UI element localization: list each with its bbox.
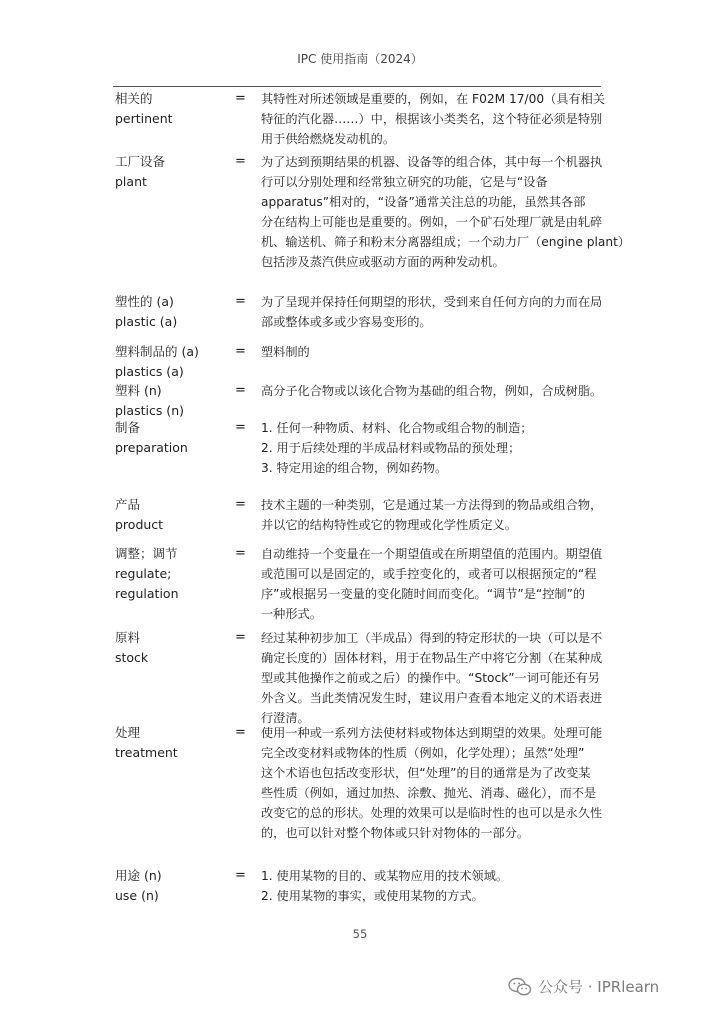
- entry-term: [115, 342, 225, 382]
- entry-definition: [261, 866, 606, 906]
- term-english: regulation: [115, 586, 179, 601]
- definition-line: 外含义。当此类情况发生时，建议用户查看本地定义的术语表进: [261, 691, 603, 705]
- definition-line: 或范围可以是固定的，或手控变化的，或者可以根据预定的“程: [261, 567, 597, 581]
- definition-line: 行澄清。: [261, 711, 310, 725]
- equals-sign: =: [235, 420, 246, 435]
- definition-line: 1. 任何一种物质、材料、化合物或组合物的制造；: [261, 421, 533, 435]
- definition-line: 经过某种初步加工（半成品）得到的特定形状的一块（可以是不: [261, 631, 603, 645]
- equals-sign: =: [235, 383, 246, 398]
- entry-term: [115, 418, 225, 458]
- term-chinese: 调整；调节: [115, 546, 178, 561]
- definition-line: 使用一种或一系列方法使材料或物体达到期望的效果。处理可能: [261, 726, 603, 740]
- term-chinese: 塑料制品的 (a): [115, 344, 199, 359]
- entry-definition: [261, 418, 606, 478]
- term-chinese: 处理: [115, 725, 141, 740]
- definition-line: 完全改变材料或物体的性质（例如，化学处理）；虽然“处理”: [261, 746, 585, 760]
- entry-definition: [261, 342, 606, 362]
- definition-line: 分在结构上可能也是重要的。例如，一个矿石处理厂就是由轧碎: [261, 215, 603, 229]
- equals-sign: =: [235, 630, 246, 645]
- definition-line: 高分子化合物或以该化合物为基础的组合物，例如，合成树脂。: [261, 384, 603, 398]
- entry-term: [115, 89, 225, 129]
- equals-sign: =: [235, 344, 246, 359]
- definition-line: 2. 使用某物的事实，或使用某物的方式。: [261, 889, 484, 903]
- entry-definition: [261, 381, 606, 401]
- definition-line: 并以它的结构特性或它的物理或化学性质定义。: [261, 518, 517, 532]
- term-english: plastic (a): [115, 314, 178, 329]
- watermark-text: 公众号 · IPRlearn: [538, 978, 660, 996]
- definition-line: 部或整体或多或少容易变形的。: [261, 315, 432, 329]
- entry-term: [115, 495, 225, 535]
- entry-definition: [261, 495, 606, 535]
- page-number: 55: [352, 927, 368, 941]
- equals-sign: =: [235, 868, 246, 883]
- term-chinese: 制备: [115, 420, 141, 435]
- definition-line: 2. 用于后续处理的半成品材料或物品的预处理；: [261, 441, 521, 455]
- definition-line: 行可以分别处理和经常独立研究的功能，它是与“设备: [261, 175, 548, 189]
- entry-definition: [261, 544, 606, 624]
- term-english: plant: [115, 174, 147, 189]
- entry-definition: [261, 628, 606, 728]
- equals-sign: =: [235, 497, 246, 512]
- term-english: use (n): [115, 888, 159, 903]
- term-chinese: 原料: [115, 630, 141, 645]
- wechat-icon: [508, 977, 532, 997]
- watermark: [508, 976, 659, 997]
- definition-line: 一种形式。: [261, 607, 322, 621]
- entry-term: [115, 628, 225, 668]
- entry-term: [115, 866, 225, 906]
- definition-line: 特征的汽化器……）中，根据该小类类名，这个特征必须是特别: [261, 112, 603, 126]
- definition-line: 确定长度的）固体材料，用于在物品生产中将它分割（在某种成: [261, 651, 603, 665]
- definition-line: 技术主题的一种类别，它是通过某一方法得到的物品或组合物，: [261, 498, 603, 512]
- term-chinese: 塑料 (n): [115, 383, 162, 398]
- definition-line: apparatus”相对的，“设备”通常关注总的功能，虽然其各部: [261, 195, 586, 209]
- term-chinese: 产品: [115, 497, 141, 512]
- definition-line: 型或其他操作之前或之后）的操作中。“Stock”一词可能还有另: [261, 671, 600, 685]
- definition-line: 序”或根据另一变量的变化随时间而变化。“调节”是“控制”的: [261, 587, 586, 601]
- entry-definition: [261, 292, 606, 332]
- entry-term: [115, 723, 225, 763]
- definition-line: 些性质（例如，通过加热、涂敷、抛光、消毒、磁化），而不是: [261, 786, 597, 800]
- entry-definition: [261, 152, 631, 272]
- page-header: IPC 使用指南（2024）: [297, 52, 423, 66]
- definition-line: 塑料制的: [261, 345, 310, 359]
- definition-line: 用于供给燃烧发动机的。: [261, 132, 396, 146]
- entry-definition: [261, 723, 606, 843]
- term-chinese: 工厂设备: [115, 154, 166, 169]
- term-english: plastics (n): [115, 403, 184, 418]
- entry-term: [115, 544, 225, 604]
- equals-sign: =: [235, 294, 246, 309]
- definition-line: 为了达到预期结果的机器、设备等的组合体，其中每一个机器执: [261, 155, 603, 169]
- equals-sign: =: [235, 91, 246, 106]
- term-english: preparation: [115, 440, 188, 455]
- definition-line: 包括涉及蒸汽供应或驱动方面的两种发动机。: [261, 255, 505, 269]
- term-chinese: 用途 (n): [115, 868, 162, 883]
- entry-term: [115, 292, 225, 332]
- term-english: plastics (a): [115, 364, 184, 379]
- definition-line: 改变它的总的形状。处理的效果可以是临时性的也可以是永久性: [261, 806, 603, 820]
- definition-line: 的，也可以针对整个物体或只针对物体的一部分。: [261, 826, 530, 840]
- term-english: product: [115, 517, 164, 532]
- entry-definition: [261, 89, 606, 149]
- definition-line: 机、输送机、筛子和粉末分离器组成；一个动力厂（engine plant）: [261, 235, 631, 249]
- equals-sign: =: [235, 154, 246, 169]
- definition-line: 这个术语也包括改变形状，但“处理”的目的通常是为了改变某: [261, 766, 591, 780]
- definition-line: 其特性对所述领域是重要的，例如，在 F02M 17/00（具有相关: [261, 92, 606, 106]
- term-chinese: 塑性的 (a): [115, 294, 174, 309]
- definition-line: 1. 使用某物的目的、或某物应用的技术领域。: [261, 869, 509, 883]
- entry-term: [115, 152, 225, 192]
- entry-term: [115, 381, 225, 421]
- header-rule: [113, 86, 601, 87]
- term-chinese: 相关的: [115, 91, 153, 106]
- term-english: regulate;: [115, 566, 172, 581]
- equals-sign: =: [235, 725, 246, 740]
- definition-line: 为了呈现并保持任何期望的形状，受到来自任何方向的力而在局: [261, 295, 603, 309]
- definition-line: 自动维持一个变量在一个期望值或在所期望值的范围内。期望值: [261, 547, 603, 561]
- term-english: treatment: [115, 745, 178, 760]
- term-english: stock: [115, 650, 149, 665]
- equals-sign: =: [235, 546, 246, 561]
- definition-line: 3. 特定用途的组合物，例如药物。: [261, 461, 448, 475]
- term-english: pertinent: [115, 111, 173, 126]
